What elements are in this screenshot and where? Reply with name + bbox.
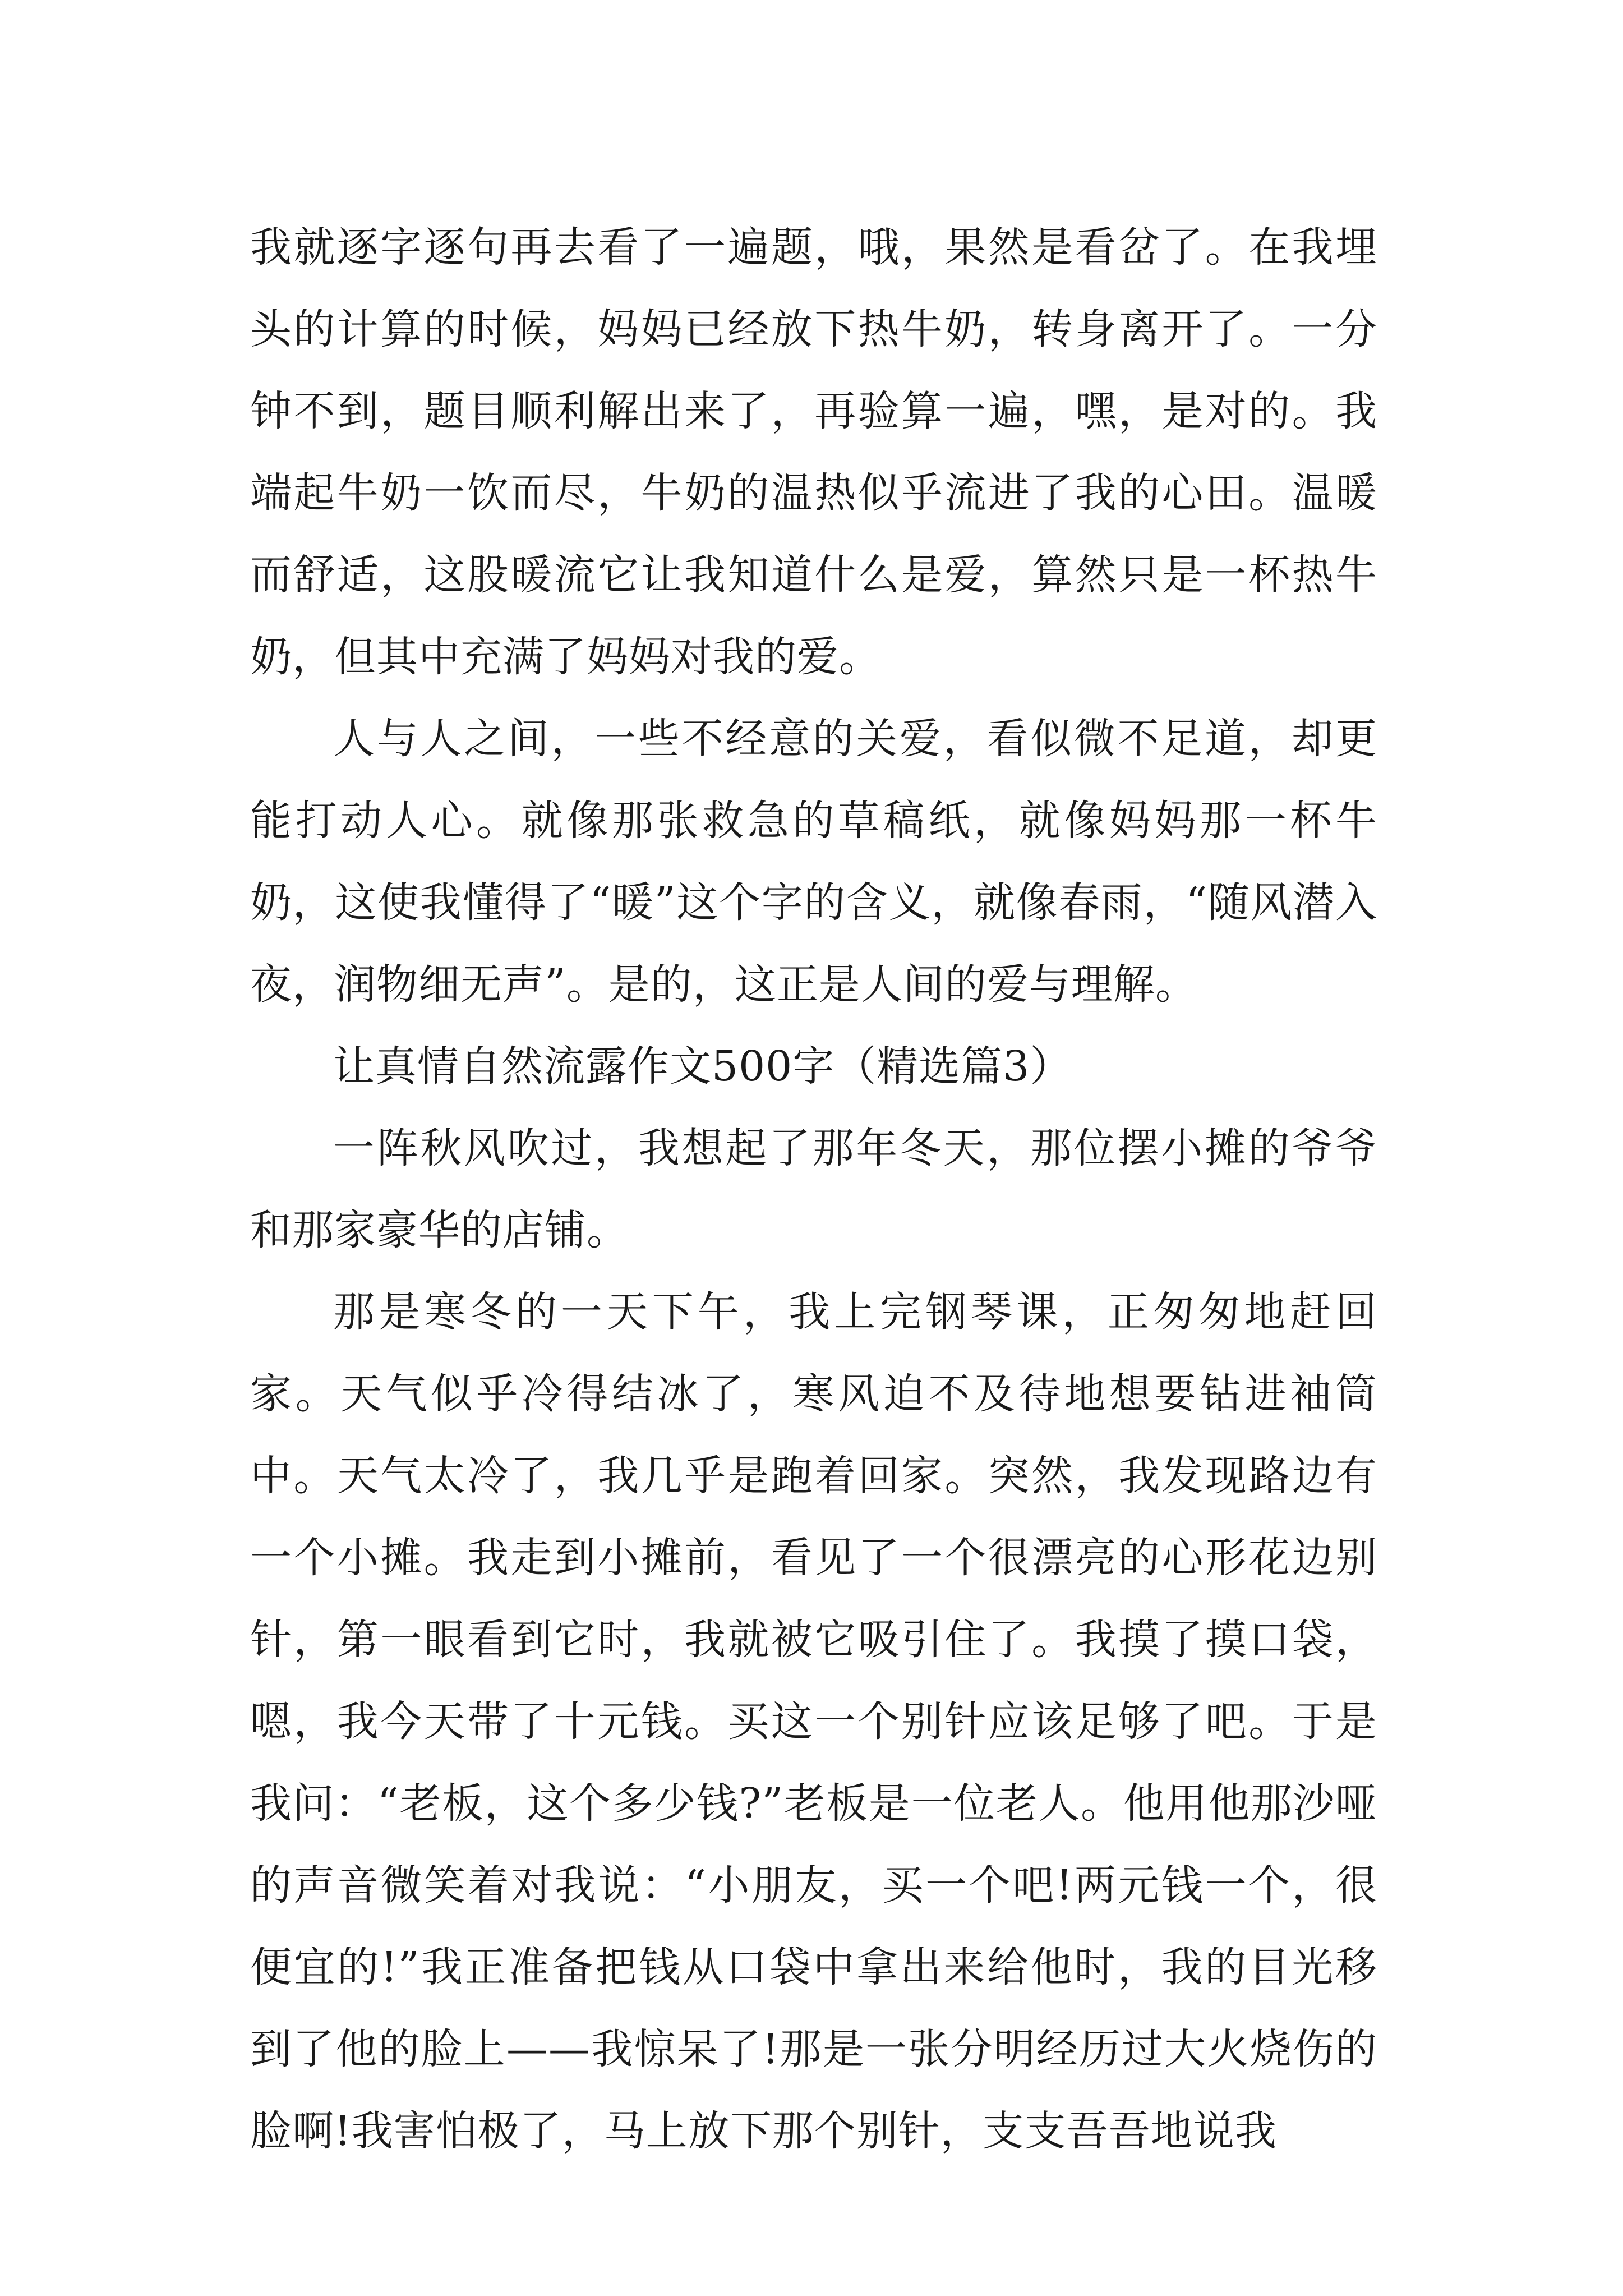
paragraph-4: 那是寒冬的一天下午，我上完钢琴课，正匆匆地赶回家。天气似乎冷得结冰了，寒风迫不及待地想要钻进袖筒中。天气太冷了，我几乎是跑着回家。突然，我发现路边有一个小摊。我走到小摊前，看见了一个很漂亮的心形花边别针，第一眼看到它时，我就被它吸引住了。我摸了摸口袋，嗯，我今天带了十元钱。买这一个别针应该足够了吧。于是我问：“老板，这个多少钱?”老板是一位老人。他用他那沙哑的声音微笑着对我说：“小朋友，买一个吧!两元钱一个，很便宜的!”我正准备把钱从口袋中拿出来给他时，我的目光移到了他的脸上——我惊呆了!那是一张分明经历过大火烧伤的脸啊!我害怕极了，马上放下那个别针，支支吾吾地说我 <box>250 1288 1377 2155</box>
paragraph-3: 一阵秋风吹过，我想起了那年冬天，那位摆小摊的爷爷和那家豪华的店铺。 <box>250 1124 1377 1254</box>
paragraph-1: 我就逐字逐句再去看了一遍题，哦，果然是看岔了。在我埋头的计算的时候，妈妈已经放下热牛奶，转身离开了。一分钟不到，题目顺利解出来了，再验算一遍，嘿，是对的。我端起牛奶一饮而尽，牛奶的温热似乎流进了我的心田。温暖而舒适，这股暖流它让我知道什么是爱，算然只是一杯热牛奶，但其中充满了妈妈对我的爱。 <box>250 223 1377 681</box>
paragraph-2: 人与人之间，一些不经意的关爱，看似微不足道，却更能打动人心。就像那张救急的草稿纸，就像妈妈那一杯牛奶，这使我懂得了“暖”这个字的含义，就像春雨，“随风潜入夜，润物细无声”。是的，这正是人间的爱与理解。 <box>250 715 1377 1009</box>
article-body <box>250 206 1377 2172</box>
section-heading: 让真情自然流露作文500字（精选篇3） <box>333 1042 1072 1091</box>
